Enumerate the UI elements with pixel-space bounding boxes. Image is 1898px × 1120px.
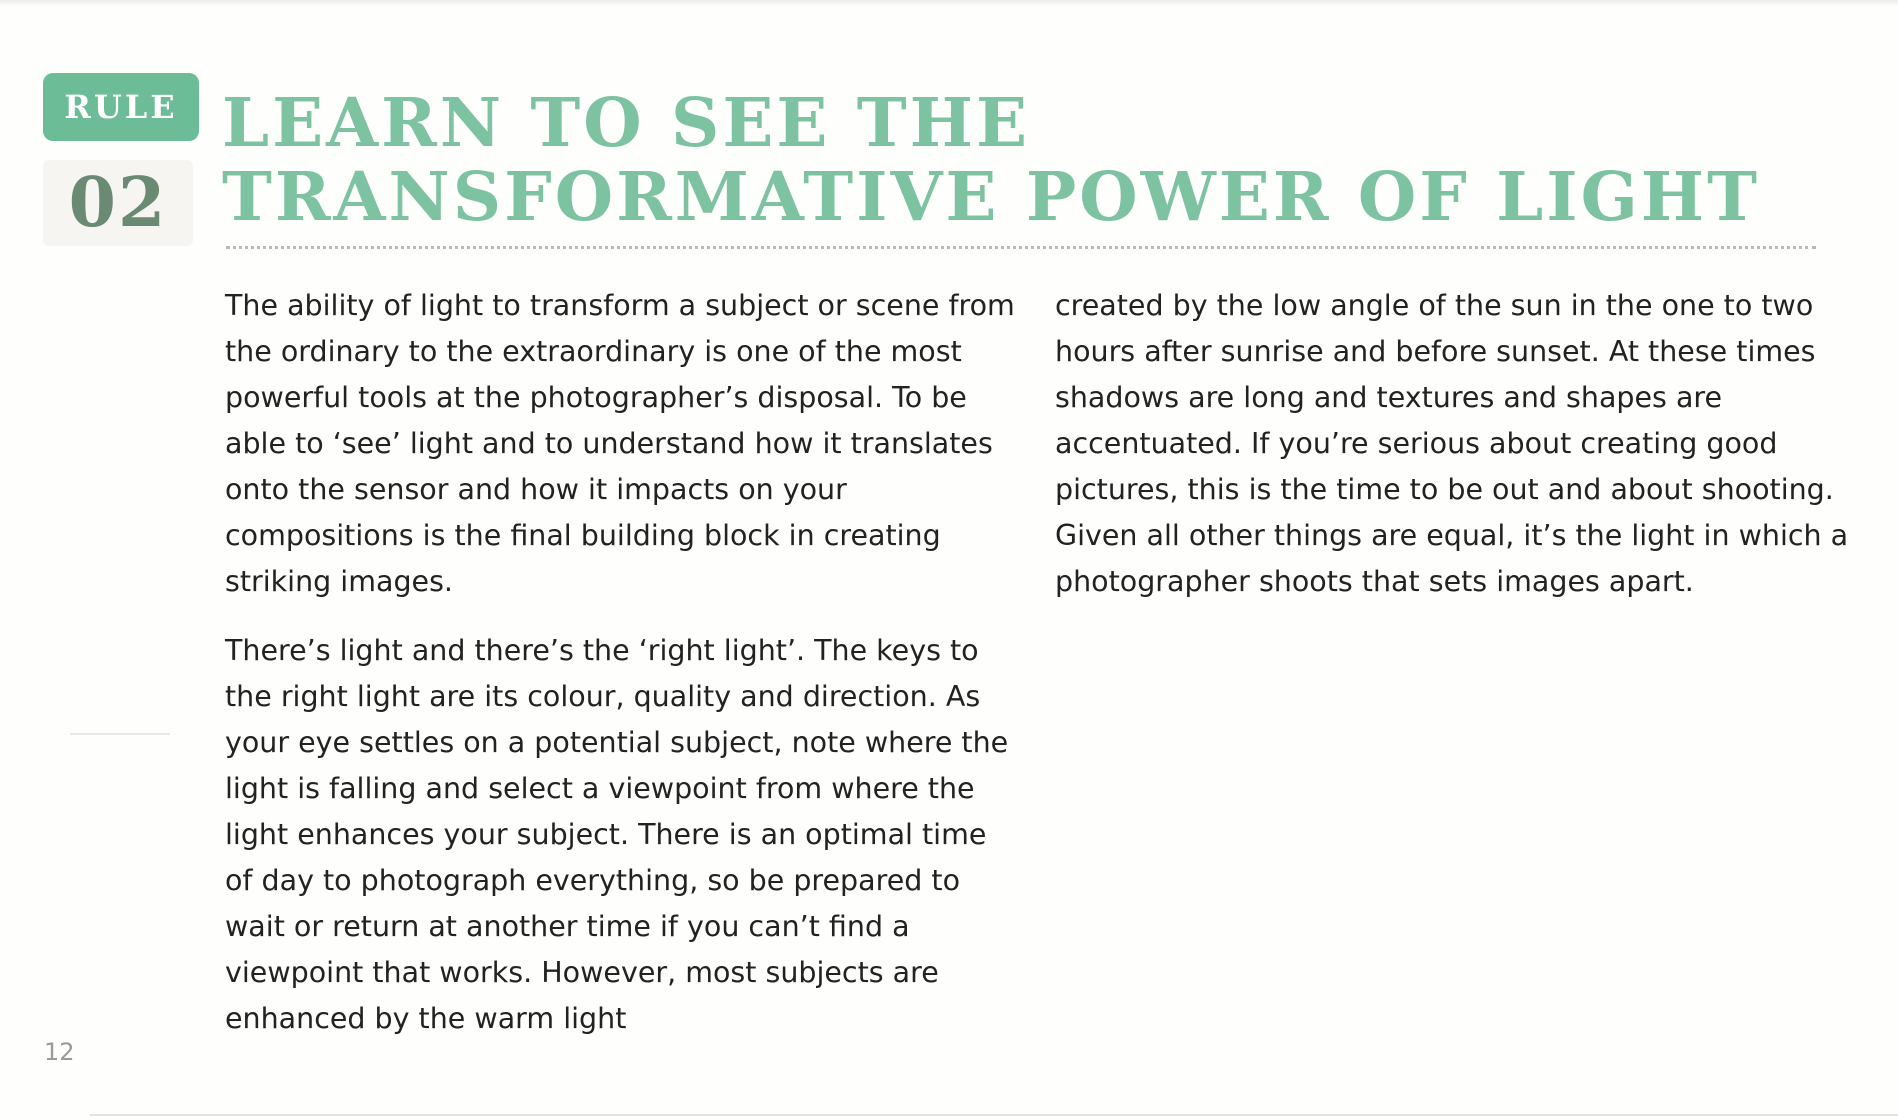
title-divider [226, 246, 1816, 249]
page-title [222, 83, 1842, 236]
page-top-edge [0, 0, 1898, 6]
right-paragraph-1: created by the low angle of the sun in the one to two hours after sunrise and before sunset. At these times shadows are long and textures and shapes are accentuated. If you’re serious about creating good pictures, this is the time to be out and about shooting. Given all other things are equal, it’s the light in which a photographer shoots that sets images apart. [1055, 289, 1849, 598]
left-paragraph-2: There’s light and there’s the ‘right light’. The keys to the right light are its colour, quality and direction. As your eye settles on a potential subject, note where the light is falling and select a viewpoint from where the light enhances your subject. There is an optimal time of day to photograph everything, so be prepared to wait or return at another time if you can’t find a viewpoint that works. However, most subjects are enhanced by the warm light [225, 634, 1009, 1035]
scan-mark [70, 733, 170, 735]
title-line-1: LEARN TO SEE THE [222, 83, 1031, 162]
page-number: 12 [44, 1038, 75, 1066]
left-paragraph-1: The ability of light to transform a subject or scene from the ordinary to the extraordinary is one of the most powerful tools at the photographer’s disposal. To be able to ‘see’ light and to understand how it translates onto the sensor and how it impacts on your compositions is the final building block in creating striking images. [225, 289, 1015, 598]
page-bottom-edge [90, 1114, 1898, 1116]
rule-number: 02 [68, 163, 168, 243]
rule-badge: RULE [43, 73, 199, 141]
left-column [225, 283, 1015, 1042]
title-line-2: TRANSFORMATIVE POWER OF LIGHT [222, 157, 1760, 236]
right-column [1055, 283, 1855, 605]
